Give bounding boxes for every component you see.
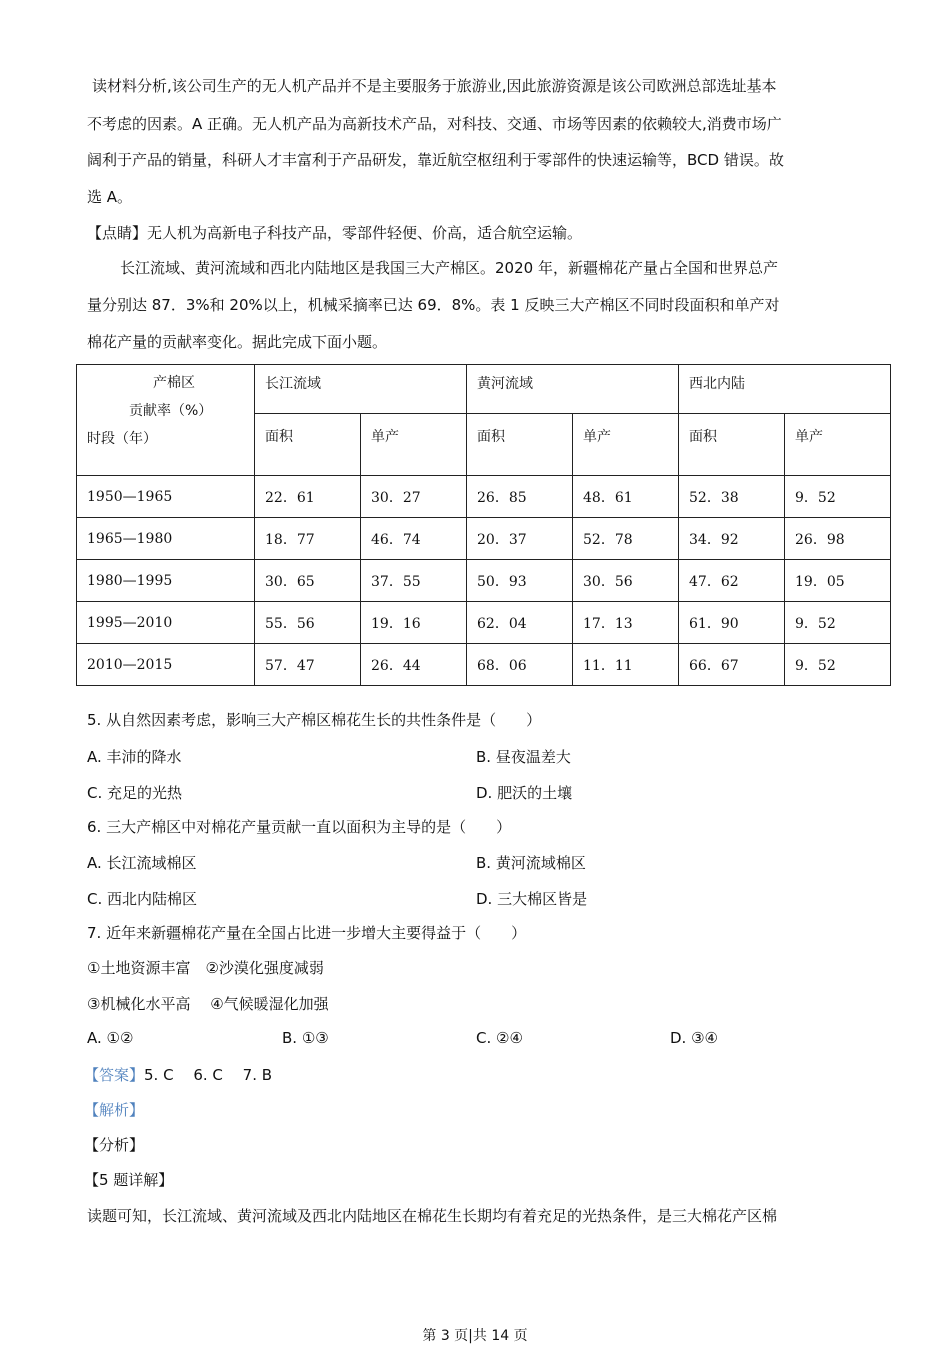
text-line: 阔利于产品的销量，科研人才丰富利于产品研发，靠近航空枢纽利于零部件的快速运输等，BCD 错误。故 <box>87 151 784 169</box>
table-row <box>77 476 891 518</box>
value-cell: 61．90 <box>679 602 785 644</box>
value-cell: 37．55 <box>361 560 467 602</box>
q5-option-d: D. 肥沃的土壤 <box>476 784 573 802</box>
value-cell: 52．38 <box>679 476 785 518</box>
text-line: 棉花产量的贡献率变化。据此完成下面小题。 <box>87 333 388 351</box>
value-cell: 26．44 <box>361 644 467 686</box>
region-header: 长江流域 <box>255 365 467 414</box>
q7-option-a: A. ①② <box>87 1029 134 1047</box>
question-7: 7. 近年来新疆棉花产量在全国占比进一步增大主要得益于（ ） <box>87 924 527 942</box>
question-6: 6. 三大产棉区中对棉花产量贡献一直以面积为主导的是（ ） <box>87 818 512 836</box>
q6-option-b: B. 黄河流域棉区 <box>476 854 586 872</box>
value-cell: 55．56 <box>255 602 361 644</box>
period-cell: 1995—2010 <box>77 602 255 644</box>
value-cell: 26．98 <box>785 518 891 560</box>
value-cell: 26．85 <box>467 476 573 518</box>
value-cell: 50．93 <box>467 560 573 602</box>
value-cell: 30．27 <box>361 476 467 518</box>
q6-option-c: C. 西北内陆棉区 <box>87 890 198 908</box>
q7-statements: ①土地资源丰富 ②沙漠化强度减弱 <box>87 959 324 977</box>
value-cell: 18．77 <box>255 518 361 560</box>
analysis-label: 【解析】 <box>84 1101 145 1119</box>
sub-header: 面积 <box>255 414 361 476</box>
value-cell: 30．65 <box>255 560 361 602</box>
question-5: 5. 从自然因素考虑，影响三大产棉区棉花生长的共性条件是（ ） <box>87 711 542 729</box>
value-cell: 9．52 <box>785 476 891 518</box>
q6-option-a: A. 长江流域棉区 <box>87 854 197 872</box>
value-cell: 57．47 <box>255 644 361 686</box>
q7-statements: ③机械化水平高 ④气候暖湿化加强 <box>87 995 329 1013</box>
sub-header: 面积 <box>679 414 785 476</box>
q7-option-b: B. ①③ <box>282 1029 329 1047</box>
value-cell: 17．13 <box>573 602 679 644</box>
answer-label: 【答案】 <box>84 1066 145 1084</box>
q7-option-d: D. ③④ <box>670 1029 718 1047</box>
answer-text: 5. C 6. C 7. B <box>144 1066 273 1084</box>
corner-label: 贡献率（%） <box>129 403 213 419</box>
value-cell: 11．11 <box>573 644 679 686</box>
sub-header: 单产 <box>785 414 891 476</box>
value-cell: 19．05 <box>785 560 891 602</box>
value-cell: 48．61 <box>573 476 679 518</box>
text-line: 读材料分析,该公司生产的无人机产品并不是主要服务于旅游业,因此旅游资源是该公司欧洲总部选址基本 <box>92 77 777 95</box>
text-line: 长江流域、黄河流域和西北内陆地区是我国三大产棉区。2020 年，新疆棉花产量占全国和世界总产 <box>120 259 778 277</box>
page-footer: 第 3 页|共 14 页 <box>422 1328 528 1344</box>
period-cell: 1980—1995 <box>77 560 255 602</box>
period-cell: 1965—1980 <box>77 518 255 560</box>
answer-line <box>84 1065 272 1085</box>
q5-detail-label: 【5 题详解】 <box>84 1171 174 1189</box>
q5-option-c: C. 充足的光热 <box>87 784 183 802</box>
q7-option-c: C. ②④ <box>476 1029 523 1047</box>
text-line: 不考虑的因素。A 正确。无人机产品为高新技术产品，对科技、交通、市场等因素的依赖较大,消费市场广 <box>87 115 782 133</box>
sub-header: 单产 <box>361 414 467 476</box>
value-cell: 47．62 <box>679 560 785 602</box>
value-cell: 62．04 <box>467 602 573 644</box>
text-line: 选 A。 <box>87 188 133 206</box>
fenxi-label: 【分析】 <box>84 1136 145 1154</box>
value-cell: 30．56 <box>573 560 679 602</box>
q5-option-a: A. 丰沛的降水 <box>87 748 182 766</box>
value-cell: 9．52 <box>785 602 891 644</box>
value-cell: 20．37 <box>467 518 573 560</box>
region-header: 黄河流域 <box>467 365 679 414</box>
sub-header: 面积 <box>467 414 573 476</box>
corner-label: 时段（年） <box>87 431 157 447</box>
detail-text: 读题可知，长江流域、黄河流域及西北内陆地区在棉花生长期均有着充足的光热条件，是三大棉花产区棉 <box>87 1207 778 1225</box>
text-line: 量分别达 87．3%和 20%以上，机械采摘率已达 69．8%。表 1 反映三大产棉区不同时段面积和单产对 <box>87 296 780 314</box>
table-row <box>77 644 891 686</box>
value-cell: 46．74 <box>361 518 467 560</box>
corner-label: 产棉区 <box>153 375 195 391</box>
value-cell: 19．16 <box>361 602 467 644</box>
tip-text: 【点睛】无人机为高新电子科技产品，零部件轻便、价高，适合航空运输。 <box>87 224 583 242</box>
period-cell: 2010—2015 <box>77 644 255 686</box>
data-table <box>76 364 891 686</box>
sub-header: 单产 <box>573 414 679 476</box>
value-cell: 66．67 <box>679 644 785 686</box>
region-header: 西北内陆 <box>679 365 891 414</box>
value-cell: 34．92 <box>679 518 785 560</box>
table-row <box>77 602 891 644</box>
period-cell: 1950—1965 <box>77 476 255 518</box>
table-corner-header <box>77 365 255 476</box>
value-cell: 9．52 <box>785 644 891 686</box>
value-cell: 68．06 <box>467 644 573 686</box>
table-row <box>77 518 891 560</box>
table-row <box>77 560 891 602</box>
value-cell: 22．61 <box>255 476 361 518</box>
value-cell: 52．78 <box>573 518 679 560</box>
q5-option-b: B. 昼夜温差大 <box>476 748 571 766</box>
q6-option-d: D. 三大棉区皆是 <box>476 890 588 908</box>
